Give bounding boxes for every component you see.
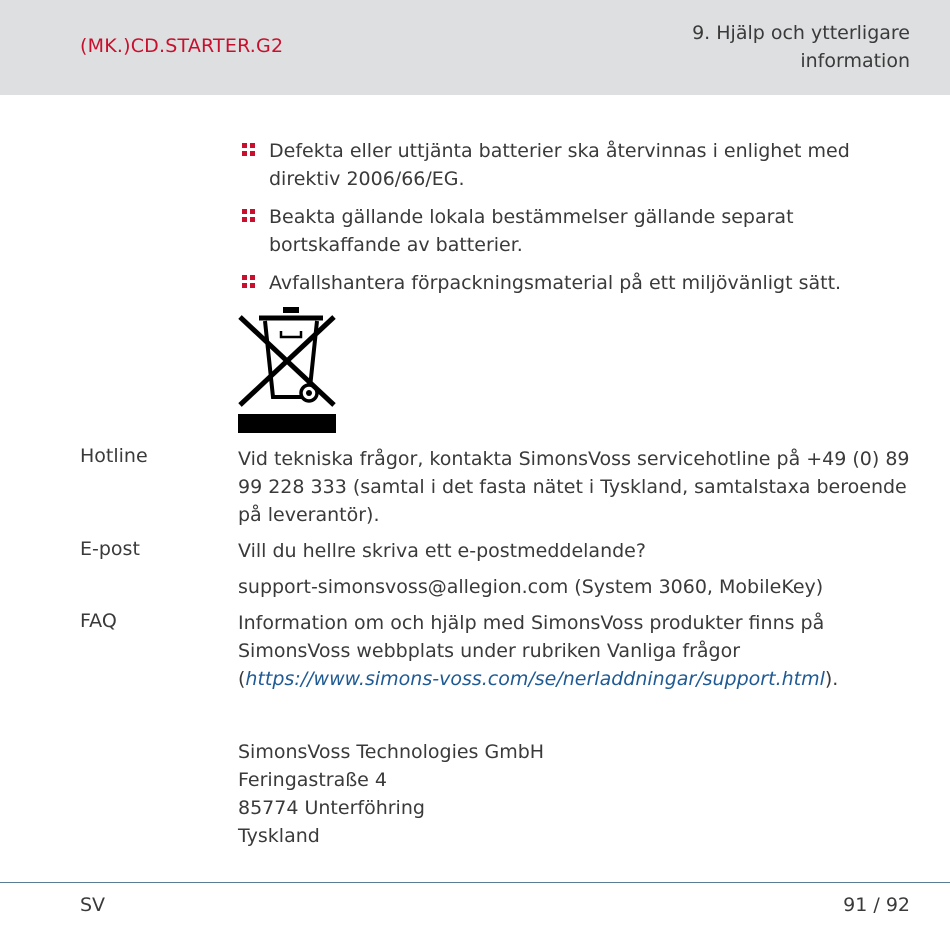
address-street: Feringastraße 4 bbox=[238, 769, 388, 791]
hotline-text: Vid tekniska frågor, kontakta SimonsVoss servicehotline på +49 (0) 89 99 228 333 (samtal i det fasta nätet i Tyskland, samtalstaxa beroende på leverantör). bbox=[238, 448, 910, 526]
company-address bbox=[238, 738, 544, 850]
address-company: SimonsVoss Technologies GmbH bbox=[238, 741, 545, 763]
address-country: Tyskland bbox=[238, 825, 320, 847]
red-square-bullet-icon bbox=[242, 275, 255, 288]
list-item bbox=[240, 203, 910, 259]
page-number: 91 / 92 bbox=[843, 894, 910, 916]
page-header bbox=[0, 0, 950, 95]
faq-text-before: Information om och hjälp med SimonsVoss produkter finns på SimonsVoss webbplats under rubriken Vanliga frågor ( bbox=[238, 612, 825, 690]
bullet-text: Defekta eller uttjänta batterier ska återvinnas i enlighet med direktiv 2006/66/EG. bbox=[269, 140, 850, 190]
disposal-bullet-list bbox=[240, 137, 910, 307]
bullet-text: Beakta gällande lokala bestämmelser gällande separat bortskaffande av batterier. bbox=[269, 206, 794, 256]
red-square-bullet-icon bbox=[242, 143, 255, 156]
bullet-text: Avfallshantera förpackningsmaterial på ett miljövänligt sätt. bbox=[269, 272, 842, 294]
email-label: E-post bbox=[80, 538, 140, 560]
faq-text-after: ). bbox=[824, 668, 839, 690]
hotline-label: Hotline bbox=[80, 445, 148, 467]
faq-text bbox=[238, 609, 910, 693]
crossed-out-wheelie-bin-icon bbox=[237, 305, 337, 435]
address-city: 85774 Unterföhring bbox=[238, 797, 425, 819]
chapter-title: 9. Hjälp och ytterligare information bbox=[692, 22, 910, 72]
support-link[interactable]: https://www.simons-voss.com/se/nerladdningar/support.html bbox=[245, 668, 825, 690]
list-item bbox=[240, 137, 910, 193]
product-title: (MK.)CD.STARTER.G2 bbox=[80, 35, 284, 57]
email-address[interactable]: support-simonsvoss@allegion.com (System 3060, MobileKey) bbox=[238, 576, 824, 598]
footer-language: SV bbox=[80, 894, 106, 916]
list-item bbox=[240, 269, 910, 297]
red-square-bullet-icon bbox=[242, 209, 255, 222]
footer-divider bbox=[0, 882, 950, 883]
email-question: Vill du hellre skriva ett e-postmeddelande? bbox=[238, 540, 646, 562]
faq-label: FAQ bbox=[80, 610, 117, 632]
